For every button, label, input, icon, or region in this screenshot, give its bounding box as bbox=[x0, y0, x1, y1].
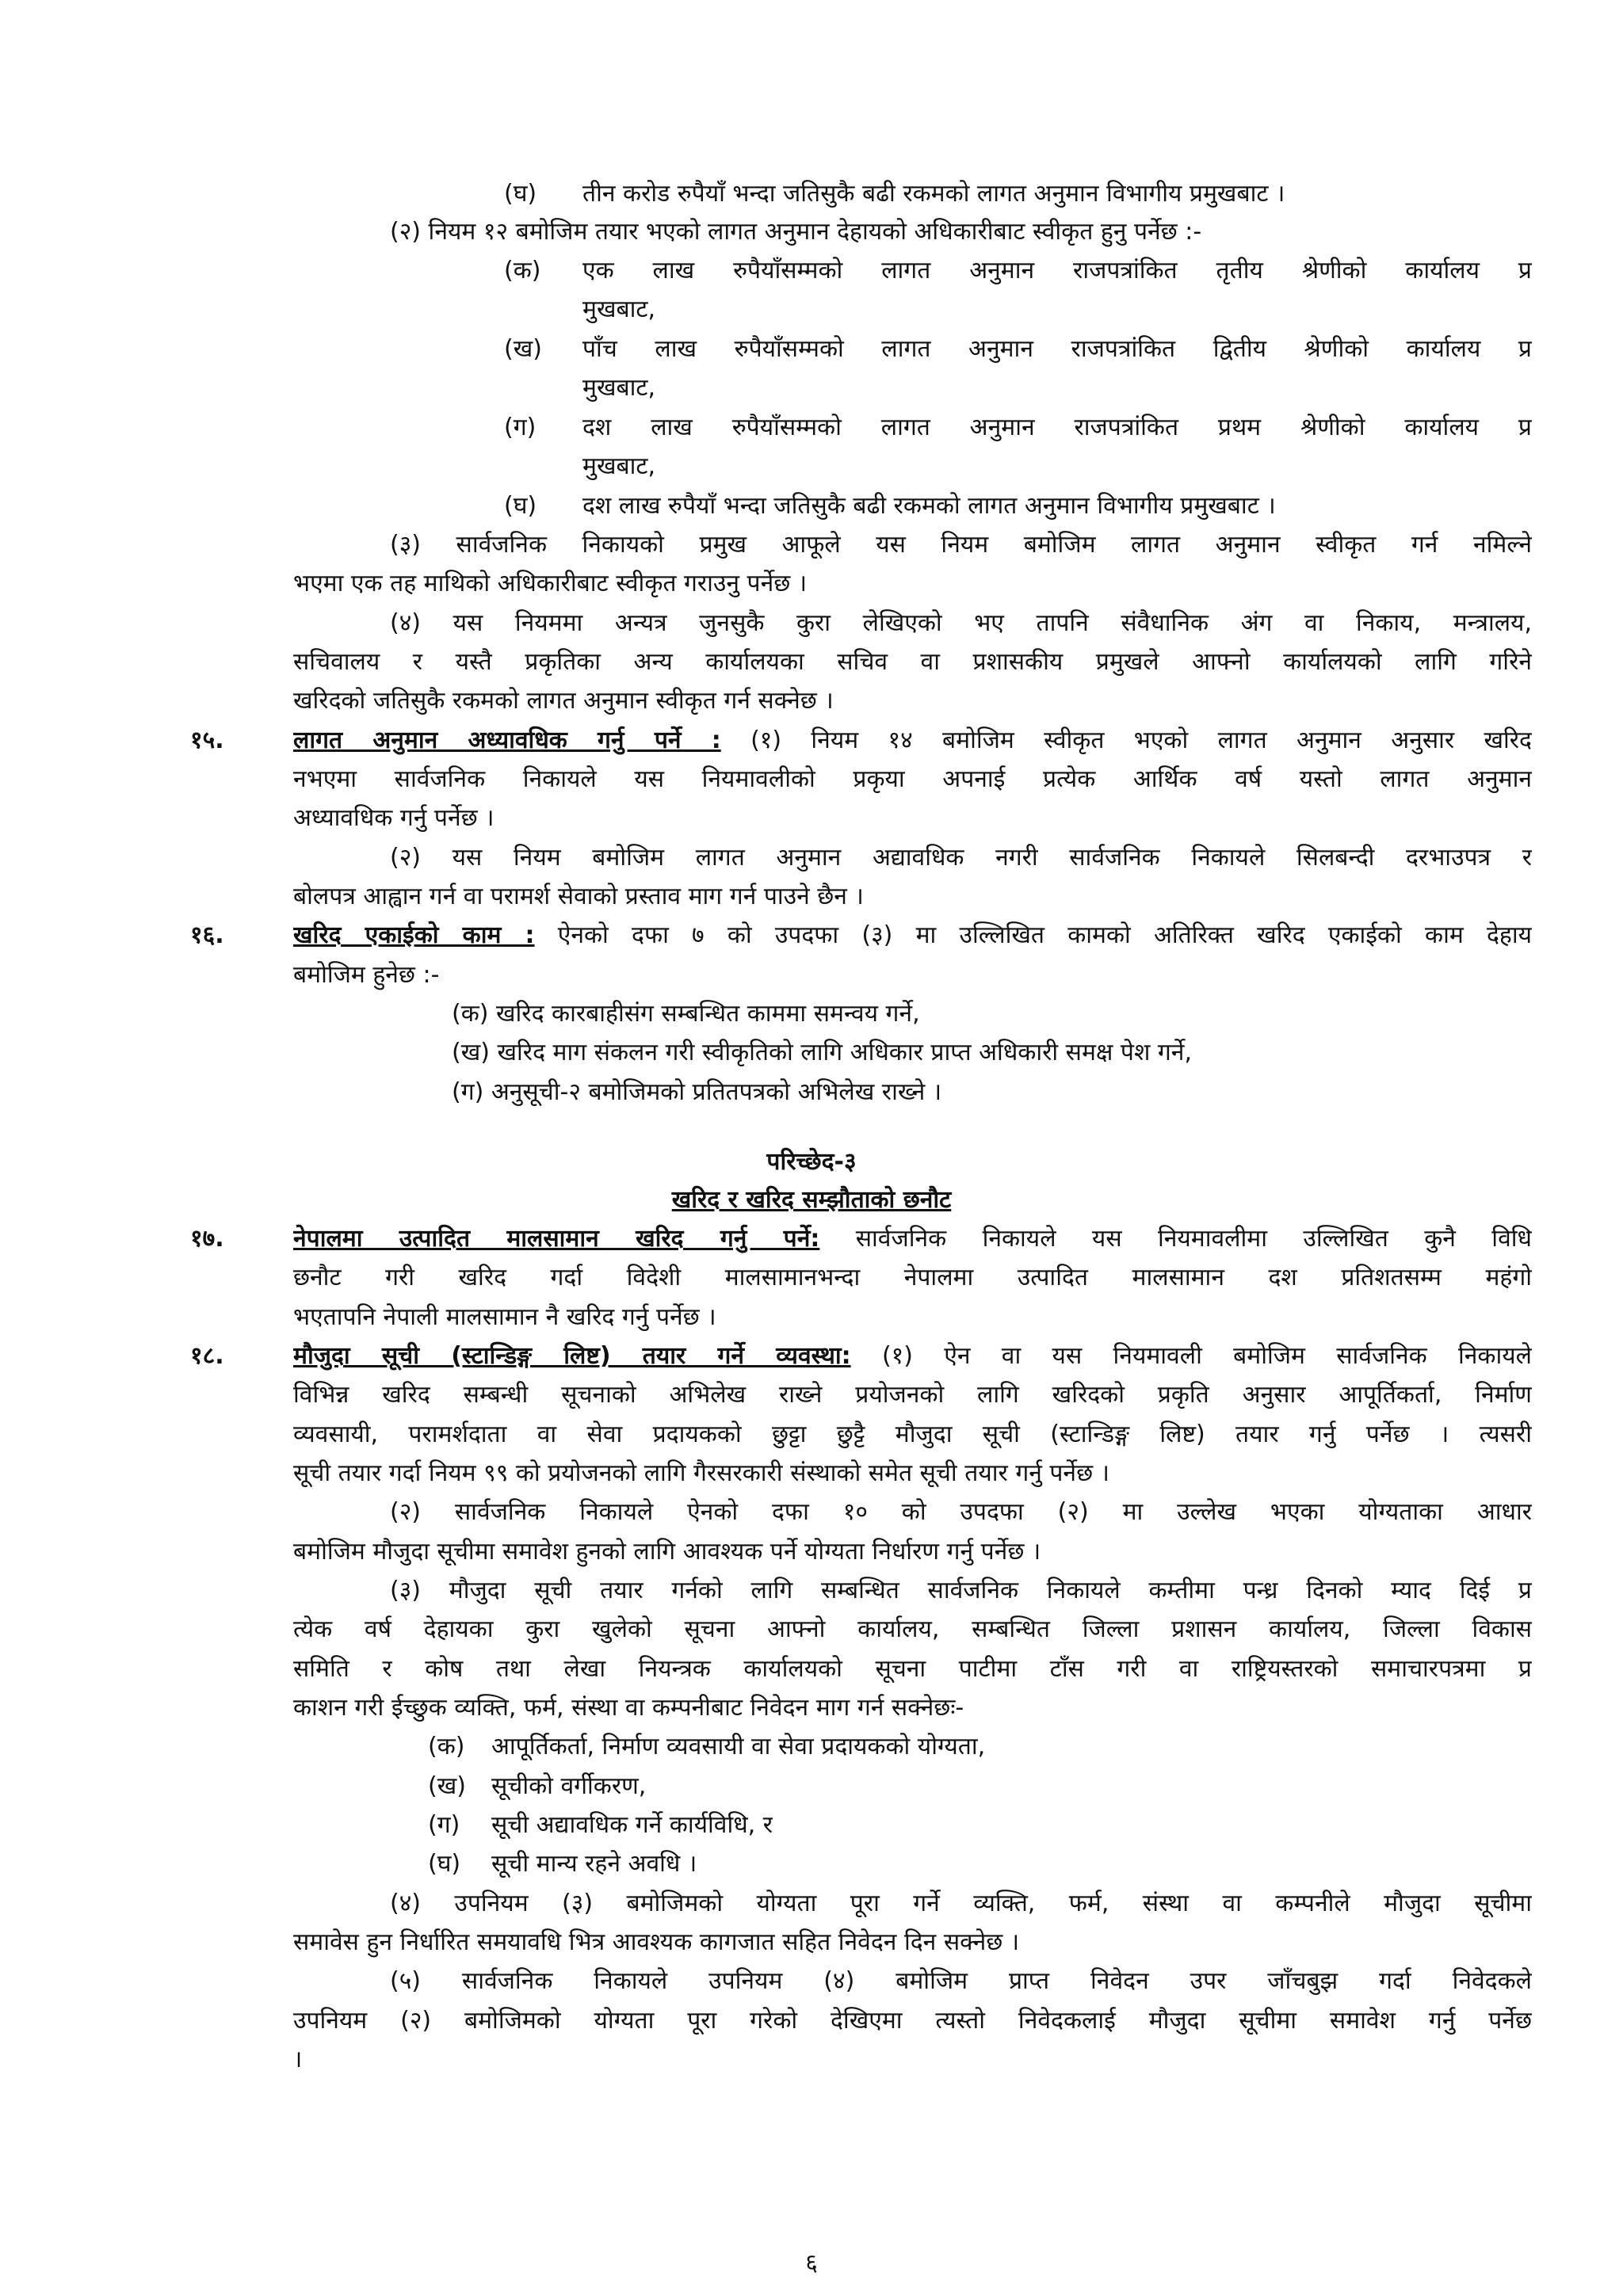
clause-text: मुखबाट, bbox=[582, 296, 656, 323]
rule-number: १६. bbox=[190, 921, 224, 949]
clause-marker: (ग) bbox=[428, 1811, 460, 1839]
rule-text: छनौट गरी खरिद गर्दा विदेशी मालसामानभन्दा नेपालमा उत्पादित मालसामान दश प्रतिशतसम्म महंगो bbox=[293, 1264, 1532, 1291]
clause-marker: (घ) bbox=[504, 492, 537, 520]
clause-marker: (ग) bbox=[504, 414, 537, 441]
page-number: ६ bbox=[805, 2249, 818, 2277]
subrule-5-text: (५) सार्वजनिक निकायले उपनियम (४) बमोजिम प्राप्त निवेदन उपर जाँचबुझ गर्दा निवेदकले bbox=[390, 1967, 1532, 1995]
subrule-5-text: । bbox=[293, 2046, 303, 2073]
clause-text: सूची मान्य रहने अवधि । bbox=[491, 1850, 697, 1878]
rule-text: नभएमा सार्वजनिक निकायले यस नियमावलीको प्रकृया अपनाई प्रत्येक आर्थिक वर्ष यस्तो लागत अनुमान bbox=[293, 765, 1532, 793]
clause-text: सूचीको वर्गीकरण, bbox=[491, 1772, 647, 1800]
clause-text: सूची अद्यावधिक गर्ने कार्यविधि, र bbox=[491, 1811, 773, 1839]
subrule-4-text: (४) यस नियममा अन्यत्र जुनसुकै कुरा लेखिएको भए तापनि संवैधानिक अंग वा निकाय, मन्त्रालय, bbox=[390, 609, 1532, 637]
rule-number: १५. bbox=[190, 727, 224, 754]
rule-text: (१) ऐन वा यस नियमावली बमोजिम सार्वजनिक निकायले bbox=[881, 1342, 1532, 1370]
clause-text: तीन करोड रुपैयाँ भन्दा जतिसुकै बढी रकमको लागत अनुमान विभागीय प्रमुखबाट । bbox=[582, 180, 1285, 208]
subrule-3-text: (३) सार्वजनिक निकायको प्रमुख आफूले यस नियम बमोजिम लागत अनुमान स्वीकृत गर्न नमिल्ने bbox=[390, 531, 1532, 559]
rule-text: भएतापनि नेपाली मालसामान नै खरिद गर्नु पर्नेछ । bbox=[293, 1303, 716, 1331]
rule-heading: लागत अनुमान अध्यावधिक गर्नु पर्ने : bbox=[293, 727, 721, 754]
clause-marker: (घ) bbox=[428, 1850, 461, 1878]
rule-text: (१) नियम १४ बमोजिम स्वीकृत भएको लागत अनुमान अनुसार खरिद bbox=[750, 727, 1532, 754]
rule-number: १८. bbox=[190, 1342, 224, 1370]
clause-marker: (क) bbox=[504, 257, 541, 284]
subrule-2-text: (२) सार्वजनिक निकायले ऐनको दफा १० को उपदफा (२) मा उल्लेख भएका योग्यताका आधार bbox=[390, 1498, 1532, 1526]
clause-marker: (ख) bbox=[428, 1772, 466, 1800]
chapter-title: खरिद र खरिद सम्झौताको छनौट bbox=[671, 1186, 952, 1214]
rule-first-line bbox=[293, 916, 1532, 955]
subrule-4-text: (४) उपनियम (३) बमोजिमको योग्यता पूरा गर्ने व्यक्ति, फर्म, संस्था वा कम्पनीले मौजुदा सूचीमा bbox=[390, 1890, 1532, 1917]
rule-number: १७. bbox=[190, 1225, 224, 1253]
chapter-label: परिच्छेद-३ bbox=[766, 1148, 857, 1176]
clause-text: पाँच लाख रुपैयाँसम्मको लागत अनुमान राजपत्रांकित द्वितीय श्रेणीको कार्यालय प्र bbox=[582, 335, 1532, 363]
rule-heading: मौजुदा सूची (स्टान्डिङ्ग लिष्ट) तयार गर्ने व्यवस्था: bbox=[293, 1342, 851, 1370]
subrule-2-intro: (२) नियम १२ बमोजिम तयार भएको लागत अनुमान देहायको अधिकारीबाट स्वीकृत हुनु पर्नेछ :- bbox=[390, 218, 1202, 246]
clause-text: दश लाख रुपैयाँ भन्दा जतिसुकै बढी रकमको लागत अनुमान विभागीय प्रमुखबाट । bbox=[582, 492, 1276, 520]
rule-text: सार्वजनिक निकायले यस नियमावलीमा उल्लिखित कुनै विधि bbox=[855, 1225, 1532, 1253]
rule-heading: खरिद एकाईको काम : bbox=[293, 921, 535, 949]
subrule-2-text: (२) यस नियम बमोजिम लागत अनुमान अद्यावधिक नगरी सार्वजनिक निकायले सिलबन्दी दरभाउपत्र र bbox=[390, 844, 1532, 871]
rule-text: बमोजिम हुनेछ :- bbox=[293, 961, 440, 989]
clause-marker: (घ) bbox=[504, 180, 537, 208]
list-item: (क) खरिद कारबाहीसंग सम्बन्धित काममा समन्वय गर्ने, bbox=[452, 1000, 920, 1028]
clause-marker: (ख) bbox=[504, 335, 542, 363]
list-item: (ग) अनुसूची-२ बमोजिमको प्रतितपत्रको अभिलेख राख्ने । bbox=[452, 1078, 942, 1106]
rule-first-line bbox=[293, 1219, 1532, 1259]
subrule-4-text: समावेस हुन निर्धारित समयावधि भित्र आवश्यक कागजात सहित निवेदन दिन सक्नेछ । bbox=[293, 1928, 1020, 1956]
subrule-2-text: बोलपत्र आह्वान गर्न वा परामर्श सेवाको प्रस्ताव माग गर्न पाउने छैन । bbox=[293, 883, 864, 910]
rule-text: विभिन्न खरिद सम्बन्धी सूचनाको अभिलेख राख्ने प्रयोजनको लागि खरिदको प्रकृति अनुसार आपूर्तिकर्ता, निर्माण bbox=[293, 1381, 1532, 1409]
subrule-3-text: (३) मौजुदा सूची तयार गर्नको लागि सम्बन्धित सार्वजनिक निकायले कम्तीमा पन्ध्र दिनको म्याद दिई प्र bbox=[390, 1577, 1532, 1604]
clause-text: मुखबाट, bbox=[582, 452, 656, 480]
subrule-3-text: भएमा एक तह माथिको अधिकारीबाट स्वीकृत गराउनु पर्नेछ । bbox=[293, 570, 808, 597]
subrule-4-text: सचिवालय र यस्तै प्रकृतिका अन्य कार्यालयका सचिव वा प्रशासकीय प्रमुखले आफ्नो कार्यालयको लागि गरिने bbox=[293, 648, 1532, 676]
subrule-4-text: खरिदको जतिसुकै रकमको लागत अनुमान स्वीकृत गर्न सक्नेछ । bbox=[293, 687, 834, 715]
subrule-3-text: त्येक वर्ष देहायका कुरा खुलेको सूचना आफ्नो कार्यालय, सम्बन्धित जिल्ला प्रशासन कार्यालय, जिल्ला विकास bbox=[293, 1615, 1532, 1643]
subrule-5-text: उपनियम (२) बमोजिमको योग्यता पूरा गरेको देखिएमा त्यस्तो निवेदकलाई मौजुदा सूचीमा समावेश गर्नु पर्नेछ bbox=[293, 2007, 1532, 2035]
clause-text: मुखबाट, bbox=[582, 374, 656, 402]
subrule-2-text: बमोजिम मौजुदा सूचीमा समावेश हुनको लागि आवश्यक पर्ने योग्यता निर्धारण गर्नु पर्नेछ । bbox=[293, 1538, 1041, 1566]
rule-first-line bbox=[293, 1337, 1532, 1376]
clause-text: एक लाख रुपैयाँसम्मको लागत अनुमान राजपत्रांकित तृतीय श्रेणीको कार्यालय प्र bbox=[582, 257, 1532, 284]
rule-first-line bbox=[293, 721, 1532, 761]
clause-text: आपूर्तिकर्ता, निर्माण व्यवसायी वा सेवा प्रदायकको योग्यता, bbox=[491, 1733, 986, 1760]
clause-marker: (क) bbox=[428, 1733, 465, 1760]
subrule-3-text: समिति र कोष तथा लेखा नियन्त्रक कार्यालयको सूचना पाटीमा टाँस गरी वा राष्ट्रियस्तरको समाचारपत्रमा प्र bbox=[293, 1655, 1532, 1683]
list-item: (ख) खरिद माग संकलन गरी स्वीकृतिको लागि अधिकार प्राप्त अधिकारी समक्ष पेश गर्ने, bbox=[452, 1039, 1192, 1066]
clause-text: दश लाख रुपैयाँसम्मको लागत अनुमान राजपत्रांकित प्रथम श्रेणीको कार्यालय प्र bbox=[582, 414, 1532, 441]
rule-text: अध्यावधिक गर्नु पर्नेछ । bbox=[293, 804, 495, 832]
rule-text: ऐनको दफा ७ को उपदफा (३) मा उल्लिखित कामको अतिरिक्त खरिद एकाईको काम देहाय bbox=[557, 921, 1532, 949]
rule-text: सूची तयार गर्दा नियम ९९ को प्रयोजनको लागि गैरसरकारी संस्थाको समेत सूची तयार गर्नु पर्नेछ । bbox=[293, 1459, 1110, 1487]
subrule-3-text: काशन गरी ईच्छुक व्यक्ति, फर्म, संस्था वा कम्पनीबाट निवेदन माग गर्न सक्नेछः- bbox=[293, 1694, 964, 1722]
rule-text: व्यवसायी, परामर्शदाता वा सेवा प्रदायकको छुट्टा छुट्टै मौजुदा सूची (स्टान्डिङ्ग लिष्ट) तयार गर्नु पर्नेछ । त्यसरी bbox=[293, 1421, 1532, 1448]
rule-heading: नेपालमा उत्पादित मालसामान खरिद गर्नु पर्ने: bbox=[293, 1225, 820, 1253]
